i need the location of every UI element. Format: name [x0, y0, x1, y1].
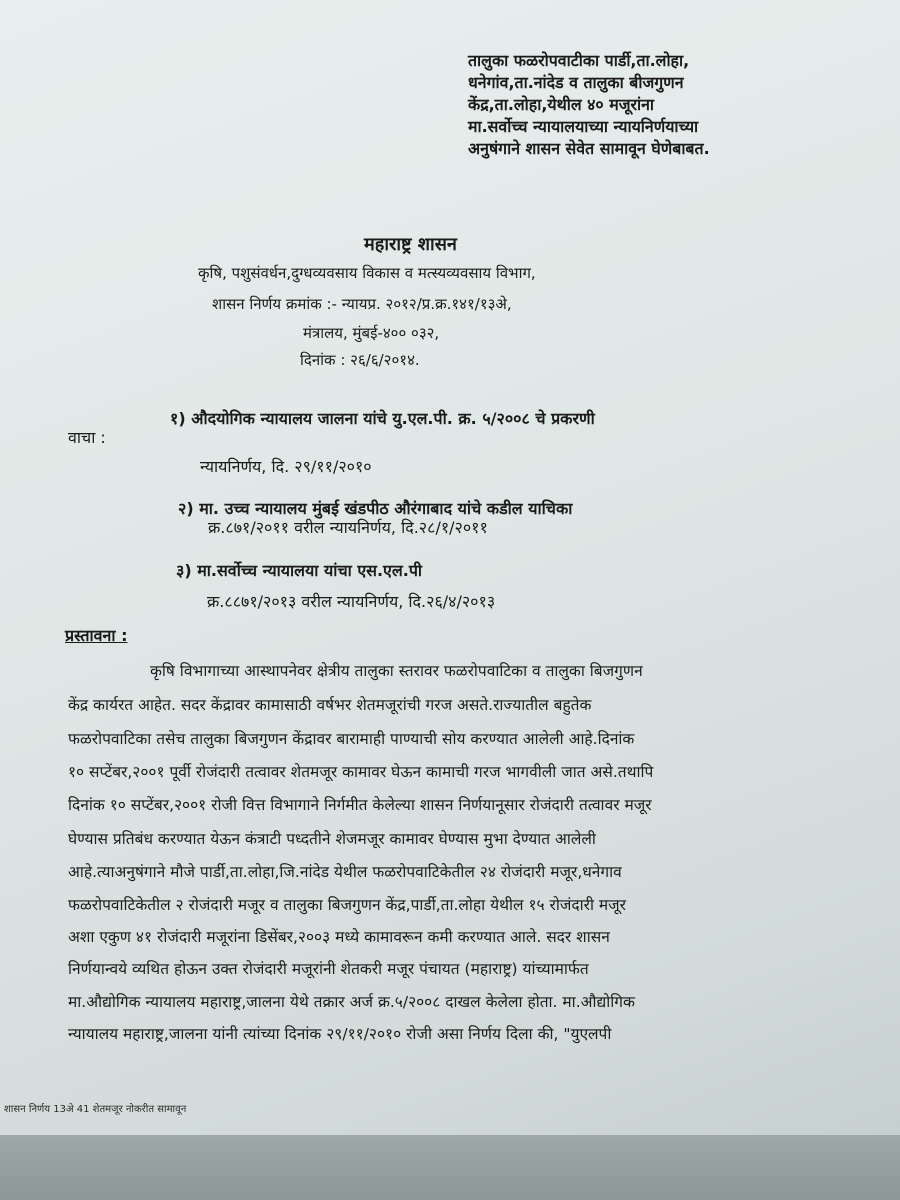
subject-line: अनुषंगाने शासन सेवेत सामावून घेणेबाबत.: [468, 139, 710, 158]
paragraph-line: अशा एकुण ४१ रोजंदारी मजूरांना डिसेंबर,२००३ मध्ये कामावरून कमी करण्यात आले. सदर शासन: [68, 928, 610, 946]
reference-item: २) मा. उच्च न्यायालय मुंबई खंडपीठ औरंगाबाद यांचे कडील याचिका: [178, 499, 573, 518]
paragraph-line: फळरोपवाटिकेतील २ रोजंदारी मजूर व तालुका बिजगुणन केंद्र,पार्डी,ता.लोहा येथील १५ रोजंदारी मजूर: [68, 896, 626, 914]
reference-item-detail: न्यायनिर्णय, दि. २९/११/२०१०: [200, 457, 372, 476]
reference-item-detail: क्र.८७१/२०११ वरील न्यायनिर्णय, दि.२८/१/२०११: [208, 518, 488, 537]
paragraph-line: दिनांक १० सप्टेंबर,२००१ रोजी वित्त विभागाने निर्गमीत केलेल्या शासन निर्णयानूसार रोजंदारी तत्वावर मजूर: [68, 796, 652, 814]
subject-line: मा.सर्वोच्च न्यायालयाच्या न्यायनिर्णयाच्या: [468, 117, 699, 136]
paragraph-line: न्यायालय महाराष्ट्र,जालना यांनी त्यांच्या दिनांक २९/११/२०१० रोजी असा निर्णय दिला की, "युएलपी: [68, 1025, 612, 1043]
paragraph-line: घेण्यास प्रतिबंध करण्यात येऊन कंत्राटी पध्दतीने शेजमजूर कामावर घेण्यास मुभा देण्यात आलेली: [68, 830, 596, 848]
government-title: महाराष्ट्र शासन: [364, 234, 457, 255]
paragraph-line: आहे.त्याअनुषंगाने मौजे पार्डी,ता.लोहा,जि.नांदेड येथील फळरोपवाटिकेतील २४ रोजंदारी मजूर,धनेगाव: [68, 863, 622, 881]
order-date: दिनांक : २६/६/२०१४.: [300, 351, 420, 369]
subject-line: तालुका फळरोपवाटीका पार्डी,ता.लोहा,: [468, 51, 690, 70]
introduction-heading: प्रस्तावना :: [65, 626, 128, 645]
paragraph-line: निर्णयान्वये व्यथित होऊन उक्त रोजंदारी मजूरांनी शेतकरी मजूर पंचायत (महाराष्ट्र) यांच्यामार्फत: [68, 960, 589, 978]
subject-block: [468, 50, 888, 160]
page-bottom-shadow: [0, 1135, 900, 1200]
paragraph-line: फळरोपवाटिका तसेच तालुका बिजगुणन केंद्रावर बारामाही पाण्याची सोय करण्यात आलेली आहे.दिनांक: [68, 730, 635, 748]
page-footer: शासन निर्णय 13अे 41 शेतमजूर नोकरीत सामावून: [4, 1104, 187, 1115]
paragraph-line: कृषि विभागाच्या आस्थापनेवर क्षेत्रीय तालुका स्तरावर फळरोपवाटिका व तालुका बिजगुणन: [150, 662, 643, 680]
reference-item: ३) मा.सर्वोच्च न्यायालया यांचा एस.एल.पी: [176, 561, 423, 580]
office-address: मंत्रालय, मुंबई-४०० ०३२,: [303, 324, 440, 342]
subject-line: धनेगांव,ता.नांदेड व तालुका बीजगुणन: [468, 73, 684, 92]
reference-item-detail: क्र.८८७१/२०१३ वरील न्यायनिर्णय, दि.२६/४/२०१३: [207, 592, 496, 611]
paragraph-line: केंद्र कार्यरत आहेत. सदर केंद्रावर कामासाठी वर्षभर शेतमजूरांची गरज असते.राज्यातील बहुतेक: [68, 696, 592, 714]
paragraph-line: १० सप्टेंबर,२००१ पूर्वी रोजंदारी तत्वावर शेतमजूर कामावर घेऊन कामाची गरज भागवीली जात असे.तथापि: [68, 763, 654, 781]
order-number: शासन निर्णय क्रमांक :- न्यायप्र. २०१२/प्र.क्र.१४१/१३अे,: [212, 295, 512, 313]
department-name: कृषि, पशुसंवर्धन,दुग्धव्यवसाय विकास व मत्स्यव्यवसाय विभाग,: [198, 264, 536, 282]
reference-item: १) औदयोगिक न्यायालय जालना यांचे यु.एल.पी. क्र. ५/२००८ चे प्रकरणी: [170, 409, 595, 428]
paragraph-line: मा.औद्योगिक न्यायालय महाराष्ट्र,जालना येथे तक्रार अर्ज क्र.५/२००८ दाखल केलेला होता. मा.औद्योगिक: [68, 993, 635, 1011]
subject-line: केंद्र,ता.लोहा,येथील ४० मजूरांना: [468, 95, 655, 114]
read-label: वाचा :: [68, 428, 106, 447]
